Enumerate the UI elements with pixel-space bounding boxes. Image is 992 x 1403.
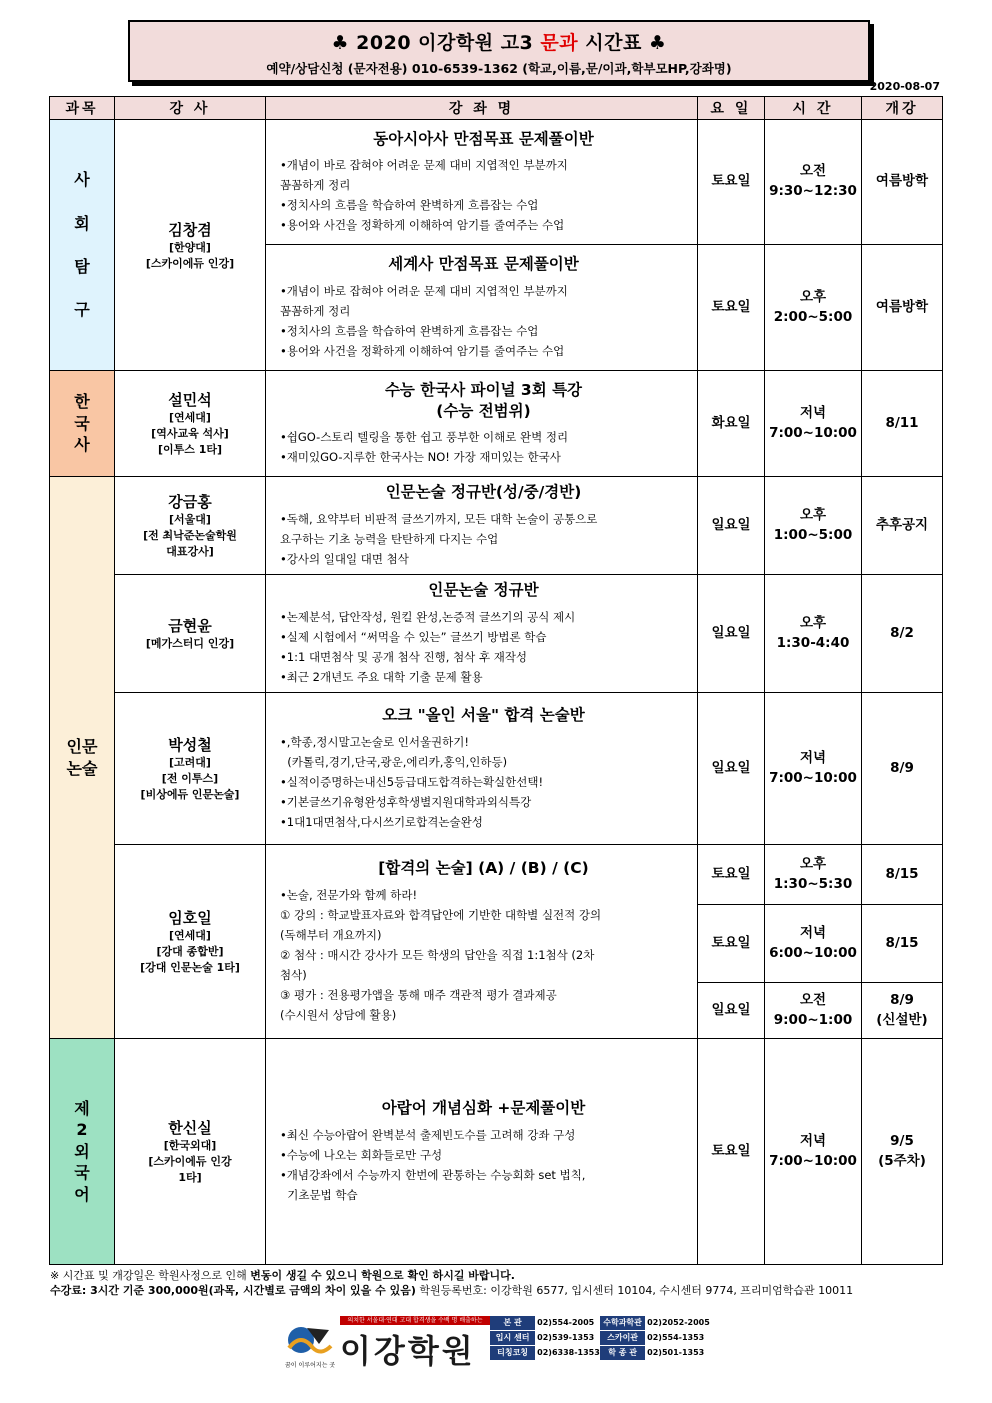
table-row xyxy=(50,845,943,905)
course-regular1: 인문논술 정규반(성/중/경반) •독해, 요약부터 비판적 글쓰기까지, 모든 대학 논술이 공통으로 요구하는 기초 능력을 탄탄하게 다지는 수업 •강사의 일대일 대면 첨삭 xyxy=(266,477,698,575)
course-pass: [합격의 논술] (A) / (B) / (C) •논술, 전문가와 함께 하라! ① 강의 : 학교발표자료와 합격답안에 기반한 대학별 실전적 강의 (독해부터 개요까지) ② 첨삭 : 매시간 강사가 모든 학생의 답안을 직접 1:1첨삭 (2차 첨삭) ③ 평가 : 전용평가앱을 통해 매주 객관적 평가 결과제공 (수시원서 상담에 활용) xyxy=(266,845,698,1039)
branch-row: 본 관 02)554-2005 수학과학관 02)2052-2005 xyxy=(490,1316,710,1330)
contact-subtitle: 예약/상담신청 (문자전용) 010-6539-1362 (학교,이름,문/이과,학부모HP,강좌명) xyxy=(266,61,732,76)
col-time: 시 간 xyxy=(765,97,862,120)
start-cell: 여름방학 xyxy=(862,120,943,245)
day-cell: 토요일 xyxy=(698,1039,765,1265)
time-cell: 오후 1:00~5:00 xyxy=(765,477,862,575)
time-cell: 오후 2:00~5:00 xyxy=(765,245,862,371)
teacher-park: 박성철 [고려대] [전 이투스] [비상에듀 인문논술] xyxy=(115,693,266,845)
subject-humanities: 인문 논술 xyxy=(50,477,115,1039)
start-cell: 8/11 xyxy=(862,371,943,477)
course-seoul: 오크 "올인 서울" 합격 논술반 •,학종,정시말고논술로 인서울권하기! (카톨릭,경기,단국,광운,에리카,홍익,인하등) •실적이증명하는내신5등급대도합격하는확실한선택! •기본글쓰기유형완성후학생별지원대학과외식특강 •1대1대면첨삭,다시쓰기로합격논술완성 xyxy=(266,693,698,845)
start-cell: 8/9 (신설반) xyxy=(862,983,943,1039)
teacher-kang: 강금홍 [서울대] [전 최낙준논술학원 대표강사] xyxy=(115,477,266,575)
day-cell: 일요일 xyxy=(698,983,765,1039)
course-east-asia: 동아시아사 만점목표 문제풀이반 •개념이 바로 잡혀야 어려운 문제 대비 지엽적인 부분까지 꼼꼼하게 정리 •정치사의 흐름을 학습하여 완벽하게 흐름잡는 수업 •용어와 사건을 정확하게 이해하여 암기를 줄여주는 수업 xyxy=(266,120,698,245)
table-row xyxy=(50,371,943,477)
time-cell: 오전 9:30~12:30 xyxy=(765,120,862,245)
academy-logo-area xyxy=(285,1316,715,1370)
col-teacher: 강 사 xyxy=(115,97,266,120)
branch-phones xyxy=(490,1316,710,1361)
time-cell: 저녁 7:00~10:00 xyxy=(765,1039,862,1265)
teacher-lim: 임호일 [연세대] [강대 종합반] [강대 인문논술 1타] xyxy=(115,845,266,1039)
time-cell: 오후 1:30~5:30 xyxy=(765,845,862,905)
header-row xyxy=(50,97,943,120)
day-cell: 토요일 xyxy=(698,845,765,905)
branch-row: 입시 센터 02)539-1353 스카이관 02)554-1353 xyxy=(490,1331,710,1345)
start-cell: 8/15 xyxy=(862,845,943,905)
subject-korhist: 한 국 사 xyxy=(50,371,115,477)
logo-banner: 의치한 서울대·연대 고대 합격생을 수백 명 배출하는 xyxy=(340,1316,490,1325)
table-row xyxy=(50,575,943,693)
day-cell: 토요일 xyxy=(698,905,765,983)
date-label: 2020-08-07 xyxy=(869,80,940,93)
col-start: 개강 xyxy=(862,97,943,120)
time-cell: 저녁 7:00~10:00 xyxy=(765,693,862,845)
table-row xyxy=(50,1039,943,1265)
header-box xyxy=(128,20,870,82)
logo-tagline: 꿈이 이루어지는 곳 xyxy=(285,1362,336,1369)
start-cell: 8/2 xyxy=(862,575,943,693)
branch-row: 티칭코칭 02)6338-1353 학 종 관 02)501-1353 xyxy=(490,1346,710,1360)
day-cell: 화요일 xyxy=(698,371,765,477)
table-row xyxy=(50,120,943,245)
page-title: ♣ 2020 이강학원 고3 문과 시간표 ♣ xyxy=(331,32,667,54)
time-cell: 오후 1:30-4:40 xyxy=(765,575,862,693)
logo-wave-icon xyxy=(285,1318,335,1362)
teacher-geum: 금현윤 [메가스터디 인강] xyxy=(115,575,266,693)
logo-name: 이강학원 xyxy=(340,1332,476,1370)
start-cell: 여름방학 xyxy=(862,245,943,371)
table-row xyxy=(50,477,943,575)
day-cell: 토요일 xyxy=(698,245,765,371)
teacher-kim: 김창겸 [한양대] [스카이에듀 인강] xyxy=(115,120,266,371)
col-subject: 과목 xyxy=(50,97,115,120)
col-course: 강 좌 명 xyxy=(266,97,698,120)
timetable xyxy=(49,96,943,1265)
start-cell: 추후공지 xyxy=(862,477,943,575)
time-cell: 오전 9:00~1:00 xyxy=(765,983,862,1039)
start-cell: 8/9 xyxy=(862,693,943,845)
table-row xyxy=(50,693,943,845)
course-arabic: 아랍어 개념심화 +문제풀이반 •최신 수능아랍어 완벽분석 출제빈도수를 고려해 강좌 구성 •수능에 나오는 회화들로만 구성 •개념강좌에서 수능까지 한번에 관통하는 수능회화 set 법칙, 기초문법 학습 xyxy=(266,1039,698,1265)
course-world: 세계사 만점목표 문제풀이반 •개념이 바로 잡혀야 어려운 문제 대비 지엽적인 부분까지 꼼꼼하게 정리 •정치사의 흐름을 학습하여 완벽하게 흐름잡는 수업 •용어와 사건을 정확하게 이해하여 암기를 줄여주는 수업 xyxy=(266,245,698,371)
day-cell: 일요일 xyxy=(698,575,765,693)
subject-second-language: 제 2 외 국 어 xyxy=(50,1039,115,1265)
teacher-seol: 설민석 [연세대] [역사교육 석사] [이투스 1타] xyxy=(115,371,266,477)
footnote: ※ 시간표 및 개강일은 학원사정으로 인해 변동이 생길 수 있으니 학원으로 확인 하시길 바랍니다. 수강료: 3시간 기준 300,000원(과목, 시간별로 금액의 차이 있을 수 있음) 학원등록번호: 이강학원 6577, 입시센터 10104, 수시센터 9774, 프리미엄학습관 10011 xyxy=(50,1269,854,1297)
start-cell: 9/5 (5주차) xyxy=(862,1039,943,1265)
time-cell: 저녁 7:00~10:00 xyxy=(765,371,862,477)
day-cell: 일요일 xyxy=(698,477,765,575)
start-cell: 8/15 xyxy=(862,905,943,983)
course-regular2: 인문논술 정규반 •논제분석, 답안작성, 원킬 완성,논증적 글쓰기의 공식 제시 •실제 시험에서 “써먹을 수 있는” 글쓰기 방법론 학습 •1:1 대면첨삭 및 공개 첨삭 진행, 첨삭 후 재작성 •최근 2개년도 주요 대학 기출 문제 활용 xyxy=(266,575,698,693)
subject-social: 사 회 탐 구 xyxy=(50,120,115,371)
course-korhist: 수능 한국사 파이널 3회 특강 (수능 전범위) •쉽GO-스토리 텔링을 통한 쉽고 풍부한 이해로 완벽 정리 •재미있GO-지루한 한국사는 NO! 가장 재미있는 한국사 xyxy=(266,371,698,477)
time-cell: 저녁 6:00~10:00 xyxy=(765,905,862,983)
day-cell: 일요일 xyxy=(698,693,765,845)
day-cell: 토요일 xyxy=(698,120,765,245)
teacher-han: 한신실 [한국외대] [스카이에듀 인강 1타] xyxy=(115,1039,266,1265)
col-day: 요 일 xyxy=(698,97,765,120)
